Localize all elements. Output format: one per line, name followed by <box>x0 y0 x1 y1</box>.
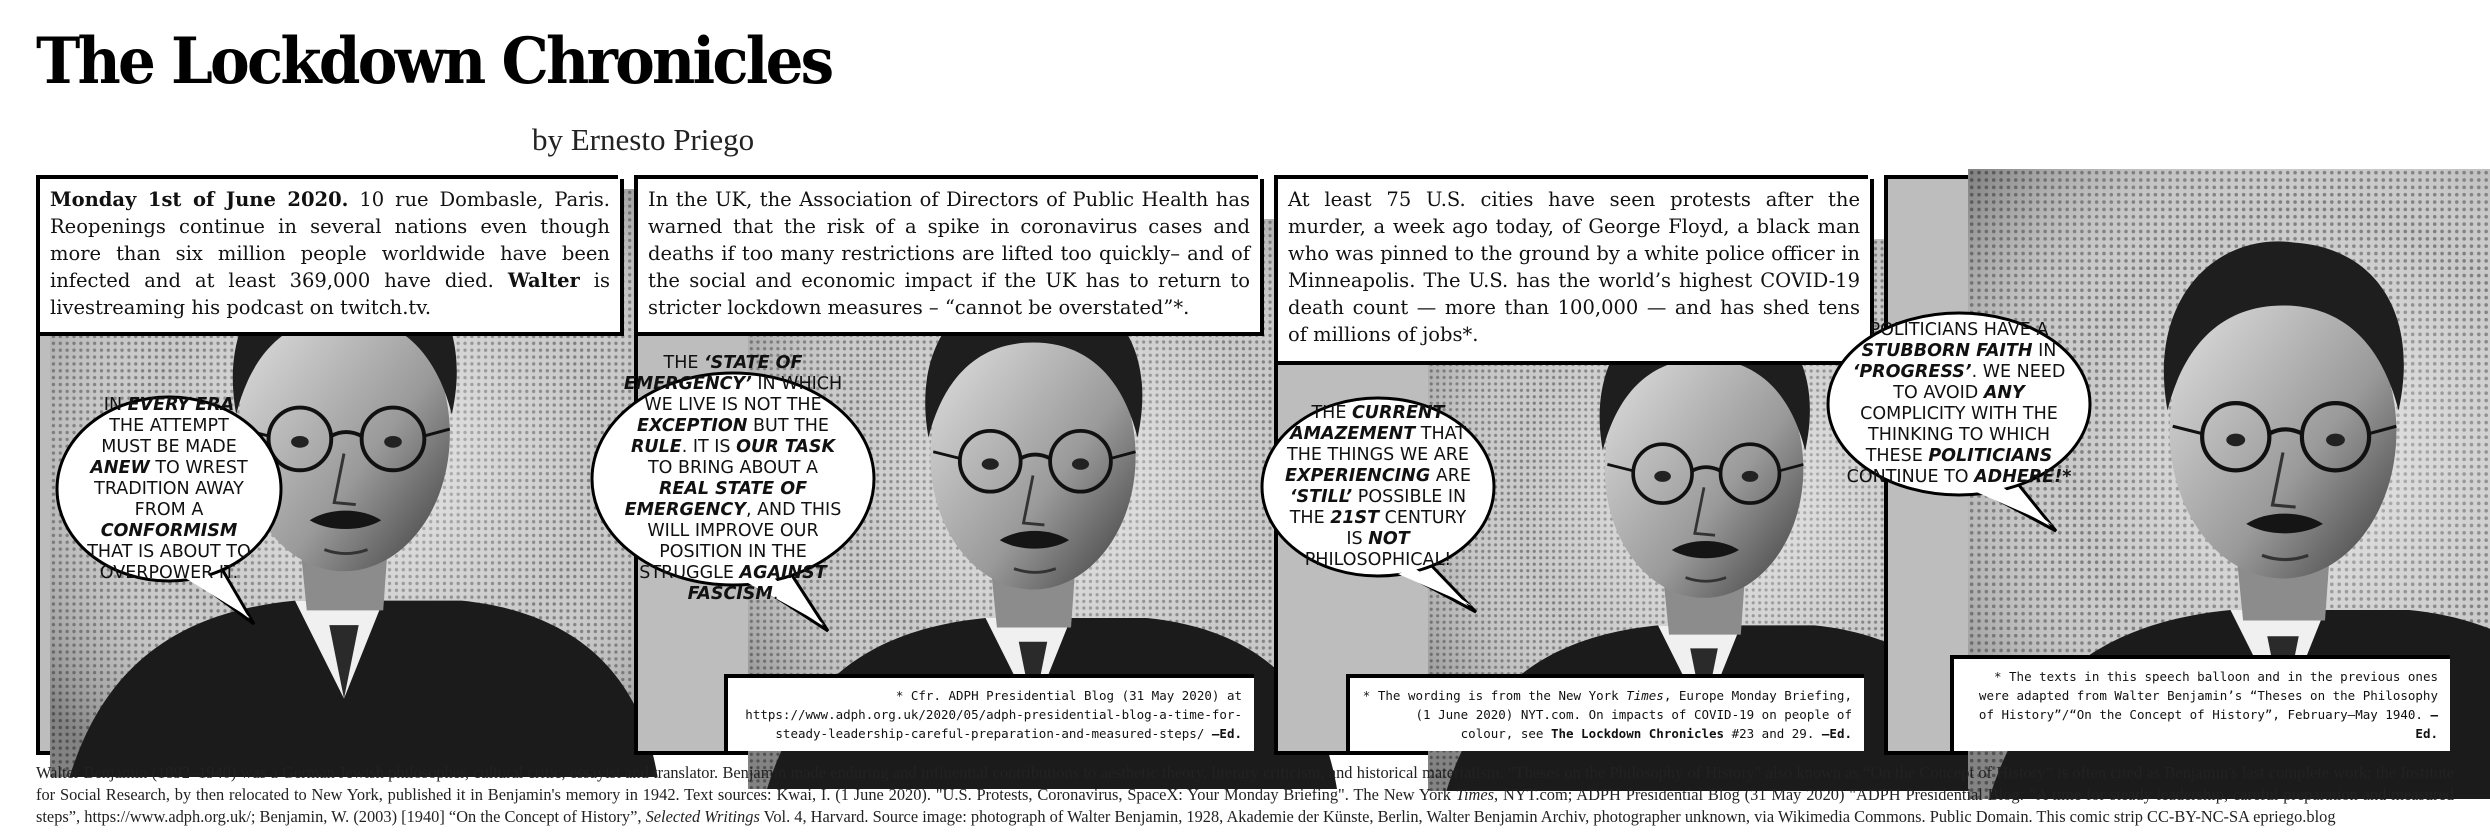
caption-text: 10 rue Dombasle, Paris. Reopenings continue in several nations even though more than six million people worldwide have been infected and at least 369,000 have died. <box>50 188 610 292</box>
speech-bubble-2 <box>588 353 878 604</box>
panel-3-footnote <box>1346 674 1864 751</box>
speech-bubble-1 <box>54 394 284 584</box>
caption-date: Monday 1st of June 2020. <box>50 188 349 211</box>
footnote-times: Times <box>1626 688 1664 703</box>
speech-bubble-4 <box>1824 309 2094 499</box>
panel-3-caption <box>1278 179 1874 365</box>
footnote-ed: —Ed. <box>1211 726 1242 741</box>
footnote-ed: —Ed. <box>1821 726 1852 741</box>
panel-4 <box>1846 175 2454 755</box>
panel-1-caption <box>40 179 624 336</box>
caption-text: In the UK, the Association of Directors of Public Health has warned that the risk of a spike in coronavirus cases and deaths if too many restrictions are lifted too quickly– and of the social and economic impact if the UK has to return to stricter lockdown measures – “cannot be overstated”*. <box>648 188 1250 319</box>
speech-bubble-text: POLITICIANS HAVE A STUBBORN FAITH IN ‘PROGRESS’. WE NEED TO AVOID ANY COMPLICITY WITH THE THINKING TO WHICH THESE POLITICIANS CONTINUE TO ADHERE!* <box>1846 320 2072 487</box>
panel-2-caption <box>638 179 1264 336</box>
panel-2 <box>623 175 1258 755</box>
comic-title: The Lockdown Chronicles <box>36 24 832 99</box>
caption-name: Walter <box>507 269 580 292</box>
panel-2-footnote <box>724 674 1254 751</box>
panel-4-footnote <box>1950 655 2450 751</box>
footnote-text: * The texts in this speech balloon and in the previous ones were adapted from Walter Benjamin’s “Theses on the Philosophy of History”/“On the Concept of History”, February–May 1940. <box>1978 669 2438 722</box>
comic-byline: by Ernesto Priego <box>532 122 755 157</box>
speech-bubble-text: IN EVERY ERA THE ATTEMPT MUST BE MADE ANEW TO WREST TRADITION AWAY FROM A CONFORMISM THAT IS ABOUT TO OVERPOWER IT. <box>87 394 251 583</box>
caption-text: is livestreaming his podcast on twitch.tv. <box>50 269 610 319</box>
speech-bubble-text: THE ‘STATE OF EMERGENCY’ IN WHICH WE LIVE IS NOT THE EXCEPTION BUT THE RULE. IT IS OUR TASK TO BRING ABOUT A REAL STATE OF EMERGENCY, AND THIS WILL IMPROVE OUR POSITION IN THE STRUGGLE AGAINST FASCISM. <box>623 353 843 604</box>
footnote-ed: —Ed. <box>2415 707 2438 741</box>
speech-bubble-text: THE CURRENT AMAZEMENT THAT THE THINGS WE ARE EXPERIENCING ARE ‘STILL’ POSSIBLE IN THE 21ST CENTURY IS NOT PHILOSOPHICAL! <box>1285 403 1471 570</box>
footnote-text: #23 and 29. <box>1724 726 1822 741</box>
footnote-text: , Europe Monday Briefing, (1 June 2020) NYT.com. On impacts of COVID-19 on people of colour, see <box>1415 688 1852 741</box>
panel-1 <box>36 175 618 755</box>
footnote-text: * The wording is from the New York <box>1362 688 1627 703</box>
footnote-series: The Lockdown Chronicles <box>1550 726 1725 741</box>
credits-text: Walter Benjamin (1892–1940) was a German Jewish philosopher, cultural critic, essayist and translator. Benjamin made enduring and influential contributions to aesthetic theory, literary criticism, and historical materialism. "Theses on the Philosophy of History" also known as “On the Concept of History” is often cited as Benjamin's last complete work; the Institute for Social Research, by then relocated to New York, published it in Benjamin's memory in 1942. Text sources: Kwai, I. (1 June 2020). "U.S. Protests, Coronavirus, SpaceX: Your Monday Briefing". The New York Times, NYT.com; ADPH Presidential Blog (31 May 2020) "ADPH Presidential Blog: “A time for steady leadership, careful preparation and measured steps”, https://www.adph.org.uk/; Benjamin, W. (2003) [1940] “On the Concept of History”, Selected Writings Vol. 4, Harvard. Source image: photograph of Walter Benjamin, 1928, Akademie der Künste, Berlin, Walter Benjamin Archiv, photographer unknown, via Wikimedia Commons. Public Domain. This comic strip CC-BY-NC-SA epriego.blog <box>36 763 2455 826</box>
caption-text: At least 75 U.S. cities have seen protests after the murder, a week ago today, of George Floyd, a black man who was pinned to the ground by a white police officer in Minneapolis. The U.S. has the world’s highest COVID-19 death count — more than 100,000 — and has shed tens of millions of jobs*. <box>1288 188 1860 346</box>
footnote-text: * Cfr. ADPH Presidential Blog (31 May 2020) at https://www.adph.org.uk/2020/05/adph-presidential-blog-a-time-for-steady-leadership-careful-preparation-and-measured-steps/ <box>745 688 1242 741</box>
panel-3 <box>1274 175 1868 755</box>
speech-bubble-3 <box>1258 394 1498 580</box>
